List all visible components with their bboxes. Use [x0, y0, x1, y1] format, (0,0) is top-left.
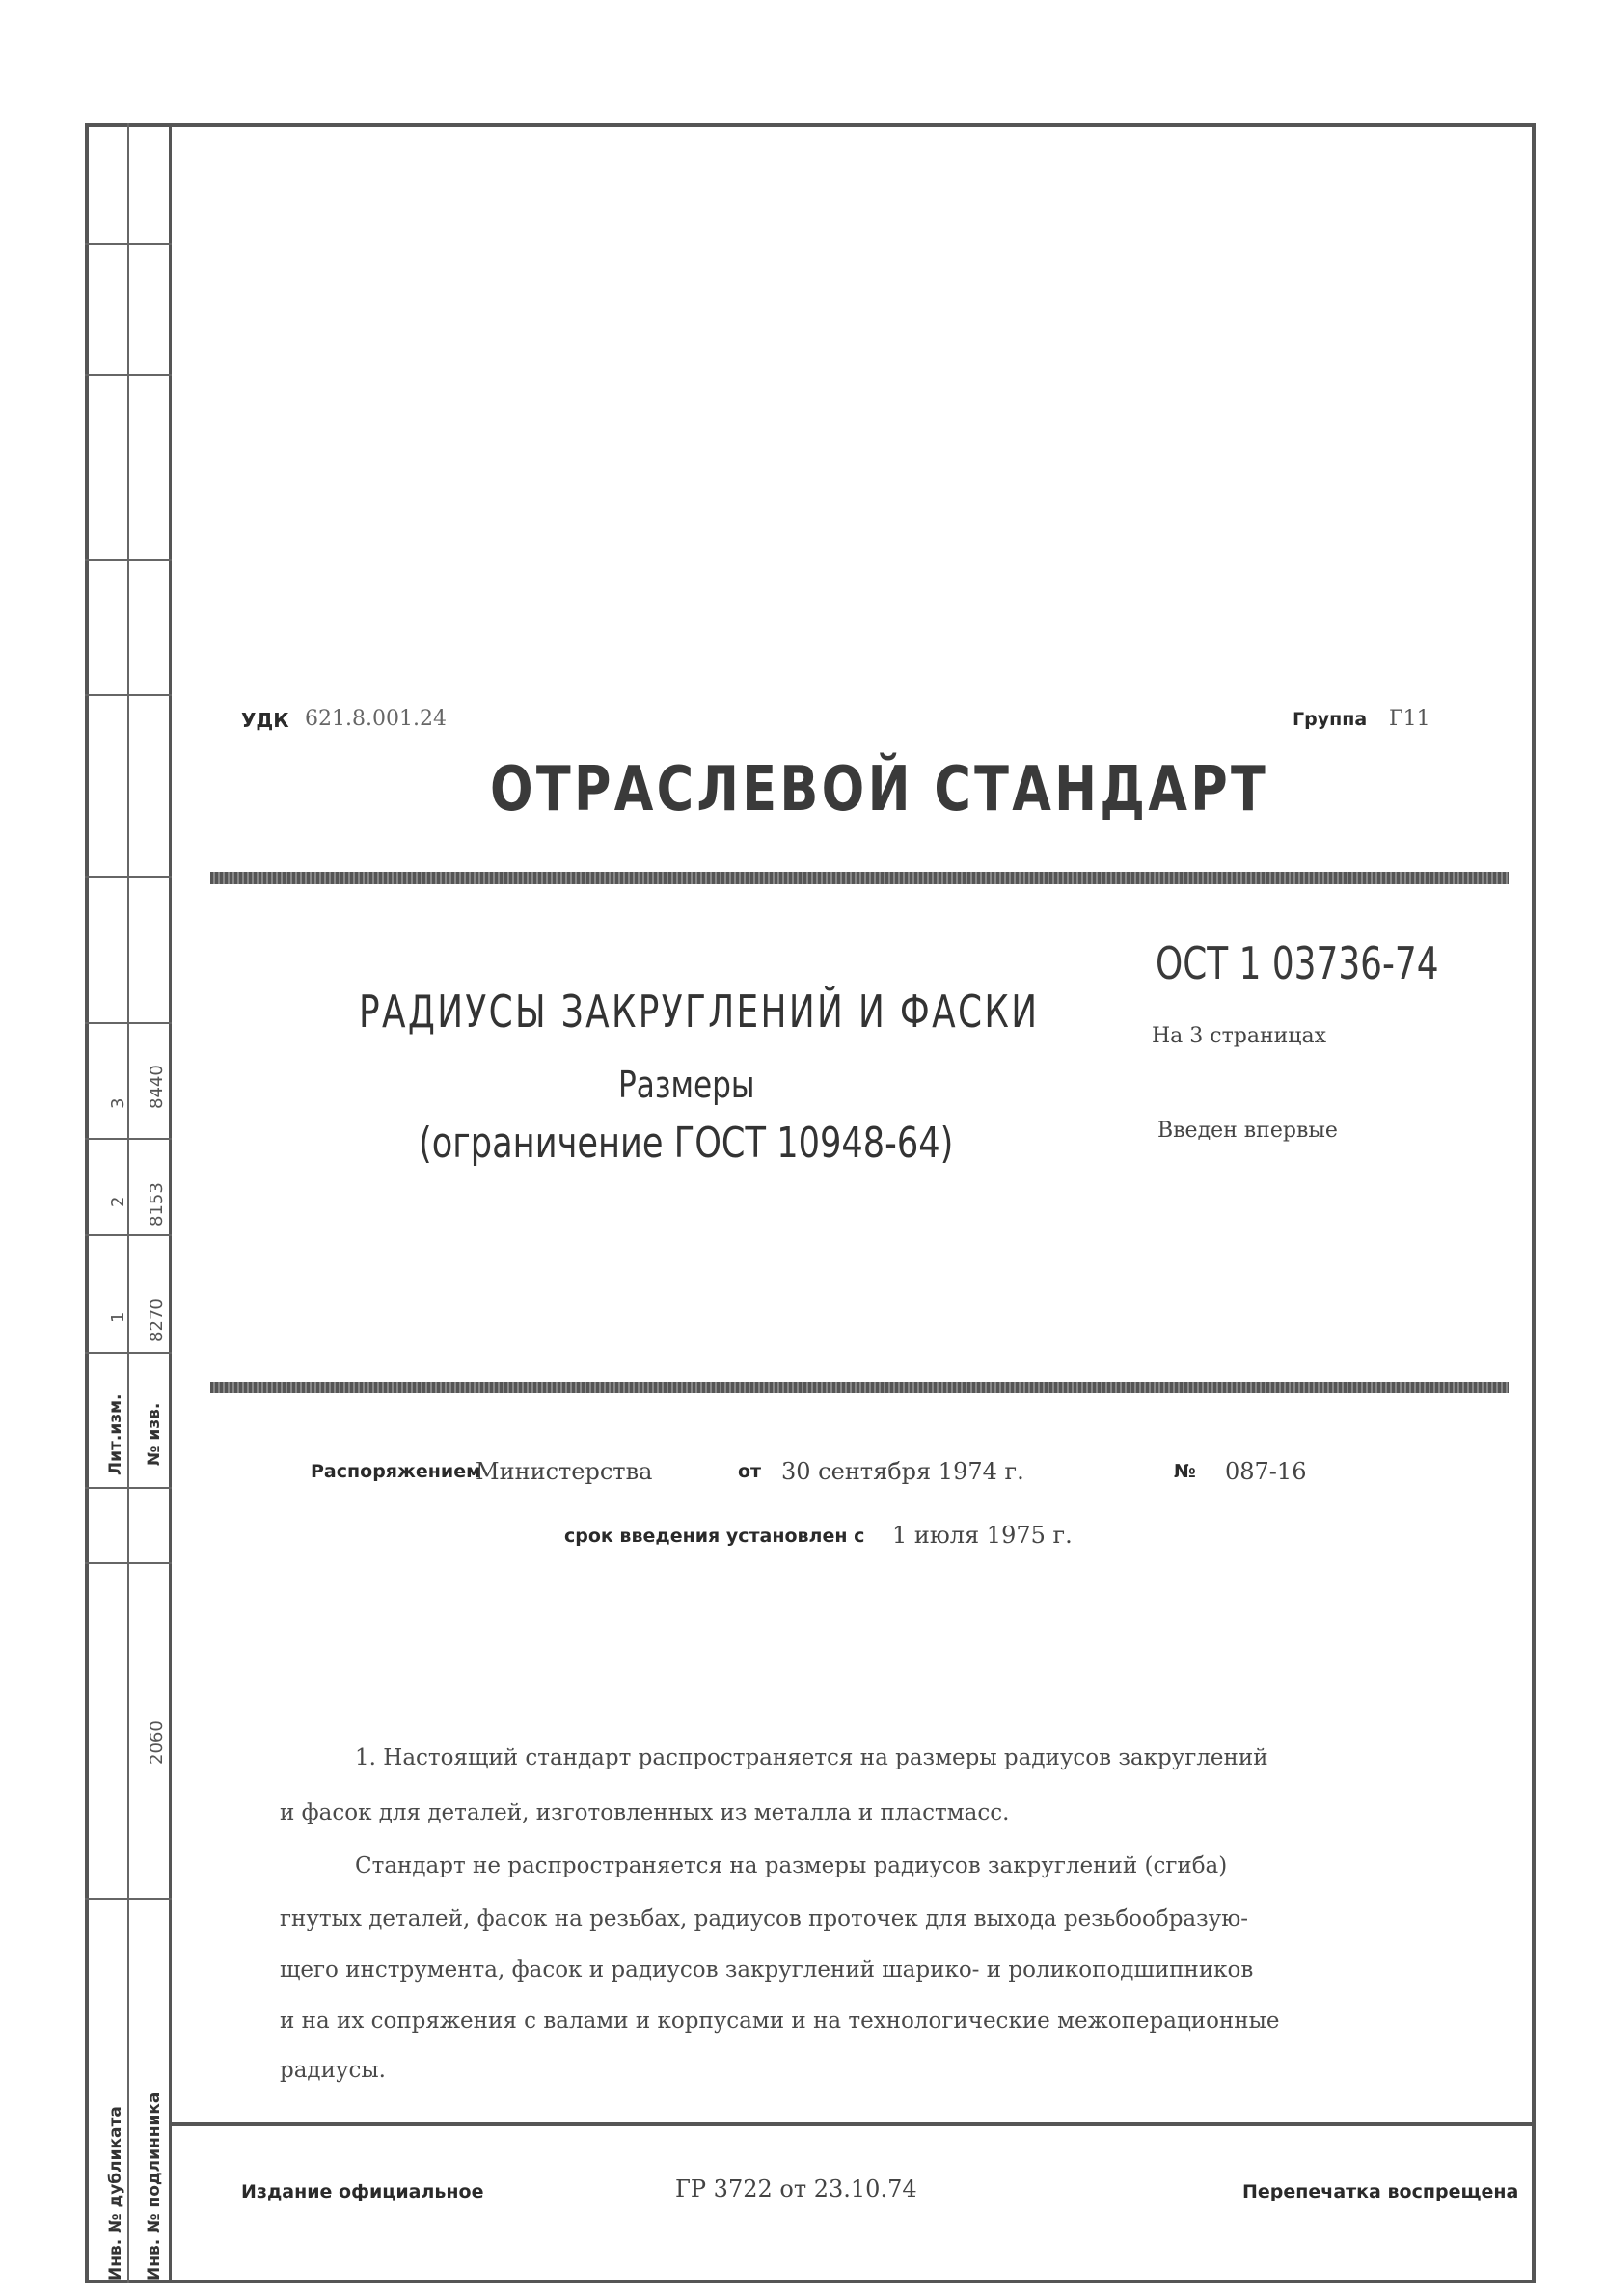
order-number-label: № [1174, 1461, 1196, 1482]
registration-note: ГР 3722 от 23.10.74 [675, 2175, 917, 2202]
document-subtitle: Размеры [618, 1064, 755, 1106]
body-line: гнутых деталей, фасок на резьбах, радиусов проточек для выхода резьбообразую- [280, 1906, 1249, 1931]
heavy-rule [210, 1382, 1509, 1393]
order-date: 30 сентября 1974 г. [781, 1458, 1024, 1485]
body-line: 1. Настоящий стандарт распространяется на размеры радиусов закруглений [355, 1745, 1268, 1770]
order-label: Распоряжением [311, 1461, 481, 1482]
stamp-notice-number: 8440 [147, 1065, 167, 1109]
stamp-lit-label: Лит.изм. [106, 1393, 125, 1475]
stamp-row-line [85, 1022, 172, 1024]
document-restriction: (ограничение ГОСТ 10948-64) [419, 1119, 954, 1168]
stamp-notice-number: 8153 [147, 1182, 167, 1227]
stamp-row-line [85, 1562, 172, 1564]
effective-date-label: срок введения установлен с [564, 1526, 865, 1547]
body-line: Стандарт не распространяется на размеры радиусов закруглений (сгиба) [355, 1853, 1228, 1878]
reprint-prohibited-note: Перепечатка воспрещена [1242, 2181, 1519, 2202]
stamp-original-label: Инв. № подлинника [145, 2092, 164, 2281]
stamp-duplicate-number: 2060 [147, 1720, 167, 1765]
stamp-duplicate-label: Инв. № дубликата [106, 2106, 125, 2281]
stamp-row-line [85, 1352, 172, 1354]
stamp-row-line [85, 1234, 172, 1236]
udk-value: 621.8.001.24 [305, 707, 447, 731]
stamp-row-line [85, 1138, 172, 1140]
body-line: и на их сопряжения с валами и корпусами и на технологические межоперационные [280, 2009, 1280, 2034]
footer-rule [172, 2122, 1532, 2126]
group-value: Г11 [1389, 707, 1430, 731]
stamp-row-line [85, 243, 172, 245]
document-title: РАДИУСЫ ЗАКРУГЛЕНИЙ И ФАСКИ [359, 986, 1040, 1038]
stamp-row-line [85, 876, 172, 878]
body-line: радиусы. [280, 2058, 386, 2083]
order-from-label: от [738, 1461, 762, 1482]
body-line: и фасок для деталей, изготовленных из металла и пластмасс. [280, 1800, 1010, 1825]
stamp-row-line [85, 1487, 172, 1489]
main-title: ОТРАСЛЕВОЙ СТАНДАРТ [490, 754, 1269, 825]
stamp-row-line [85, 694, 172, 696]
udk-label: УДК [241, 709, 289, 732]
stamp-row-line [85, 374, 172, 376]
stamp-change-number: 1 [108, 1311, 128, 1323]
order-number: 087-16 [1225, 1458, 1307, 1485]
stamp-row-line [85, 1898, 172, 1900]
body-line: щего инструмента, фасок и радиусов закруглений шарико- и роликоподшипников [280, 1958, 1254, 1983]
page-count: На 3 страницах [1152, 1024, 1326, 1048]
stamp-row-line [85, 559, 172, 561]
stamp-notice-label: № изв. [145, 1402, 164, 1466]
stamp-notice-number: 8270 [147, 1298, 167, 1342]
effective-date: 1 июля 1975 г. [892, 1522, 1073, 1549]
standard-code: ОСТ 1 03736-74 [1156, 937, 1439, 989]
group-label: Группа [1293, 709, 1368, 730]
stamp-change-number: 2 [108, 1196, 128, 1207]
heavy-rule [210, 872, 1509, 884]
order-ministry: Министерства [476, 1458, 653, 1485]
introduction-note: Введен впервые [1157, 1119, 1338, 1143]
stamp-change-number: 3 [108, 1097, 128, 1109]
official-edition-note: Издание официальное [241, 2181, 484, 2202]
